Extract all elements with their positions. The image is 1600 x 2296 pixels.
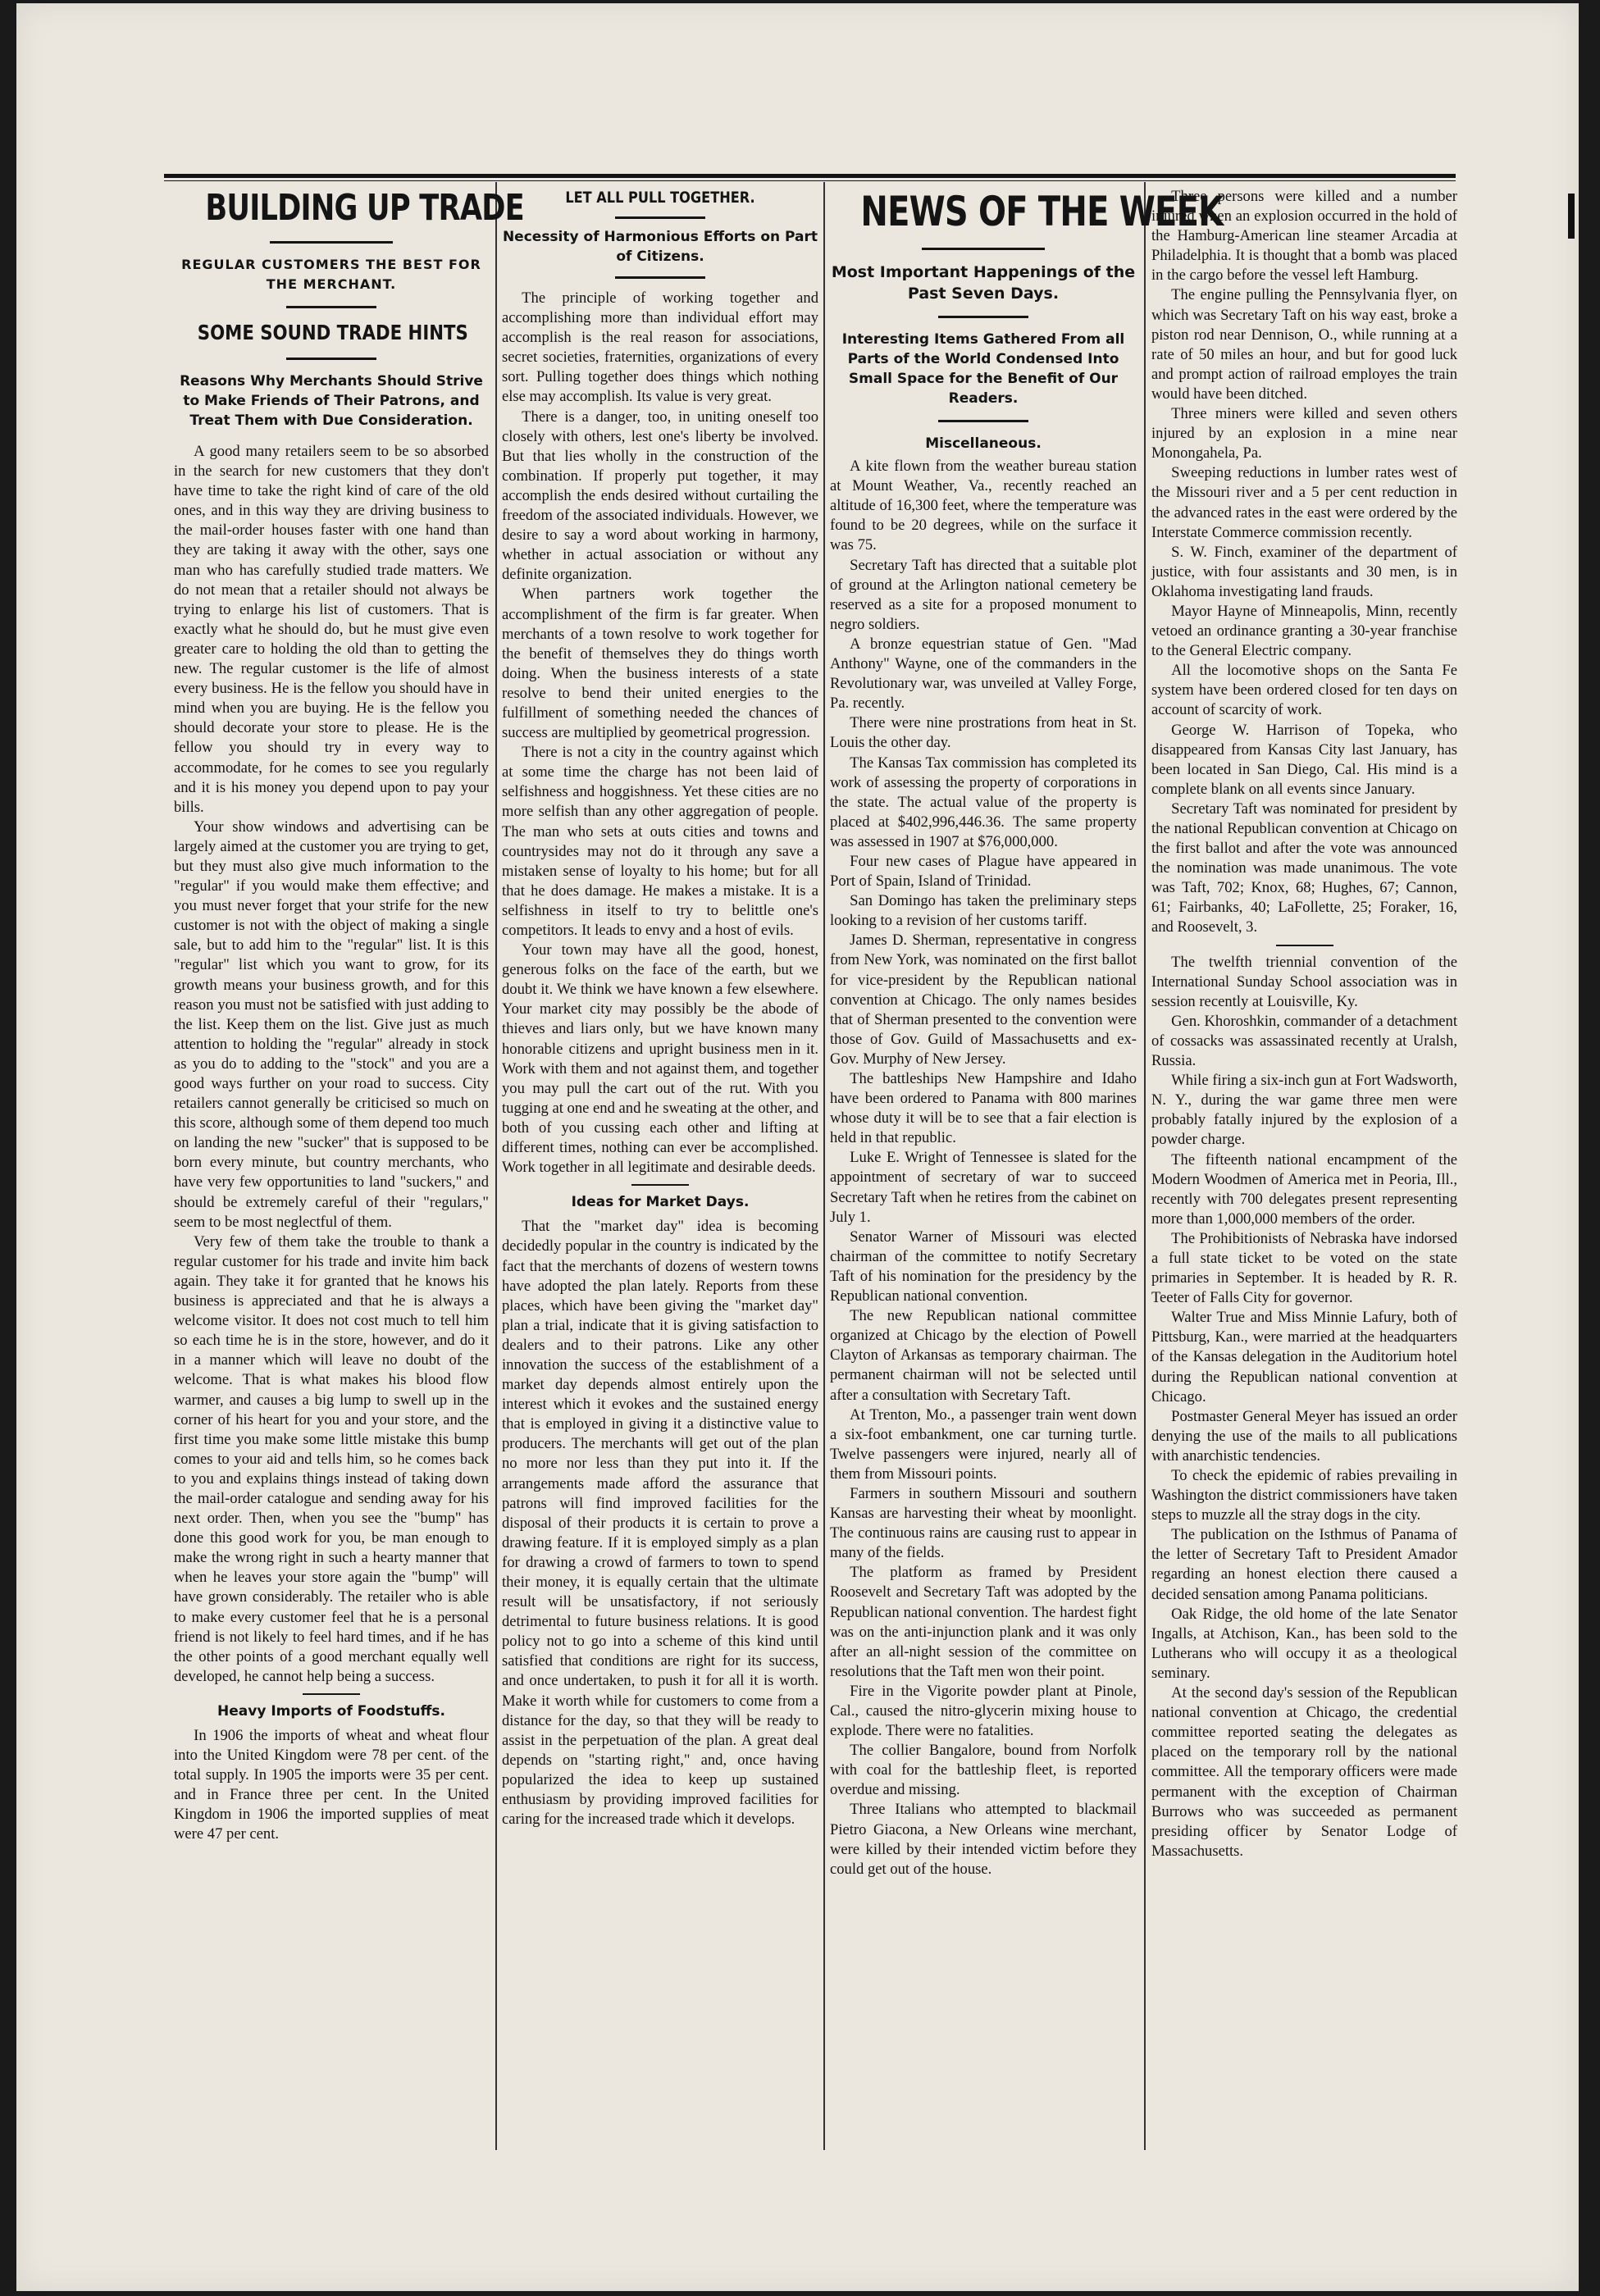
column-rule: [1144, 182, 1146, 2150]
headline-building-up-trade: BUILDING UP TRADE: [205, 187, 524, 229]
section-divider: [1276, 945, 1333, 946]
news-item: Oak Ridge, the old home of the late Senator Ingalls, at Atchison, Kan., has been sold to the Lutherans who will occupy it as a theological seminary.: [1151, 1605, 1457, 1682]
article-paragraph: In 1906 the imports of wheat and wheat flour into the United Kingdom were 78 per cent. of the total supply. In 1905 the imports were 35 per cent. and in France three per cent. In the United Kingdom in 1906 the imported supplies of meat were 47 per cent.: [174, 1727, 489, 1843]
news-item: Three miners were killed and seven others injured by an explosion in a mine near Monongahela, Pa.: [1151, 405, 1457, 462]
headline-divider: [922, 248, 1045, 250]
news-item: The collier Bangalore, bound from Norfolk with coal for the battleship fleet, is reported overdue and missing.: [830, 1742, 1137, 1799]
article-paragraph: There is not a city in the country against which at some time the charge has not been laid of selfishness and hoggishness. Yet these cities are no more selfish than any other aggregation of people. The man who sets at outs cities and towns and countrysides may not do it through any save a mistaken sense of loyalty to his home; but for all that he does damage. He makes a mistake. It is a selfishness in itself to try to belittle one's competitors. It leads to envy and a host of evils.: [502, 744, 818, 939]
article-paragraph: Your show windows and advertising can be largely aimed at the customer you are trying to get, but they must also give much information to the "regular" if you would make them effective; and you must never forget that your strife for the new customer is not with the object of making a single sale, but to add him to the "regular" list. It is this "regular" list which you want to grow, for its growth means your business growth, and for this reason you must not be satisfied with just adding to the list. Keep them on the list. Give just as much attention to holding the "regular" already in stock as you do to adding to the "stock" and you are a good ways further on your road to success. City retailers cannot generally be criticised so much on this score, although some of them depend too much on landing the new "sucker" that is supposed to be born every minute, but country merchants, who have very few opportunities to land "suckers," and should be extremely careful of their "regulars," seem to be most neglectful of them.: [174, 818, 489, 1231]
headline-divider: [270, 241, 393, 244]
news-item: Sweeping reductions in lumber rates west of the Missouri river and a 5 per cent reduction in the advanced rates in the east were ordered by the Interstate Commerce commission recently.: [1151, 464, 1457, 541]
deck-divider: [938, 316, 1028, 318]
section-miscellaneous: Miscellaneous.: [925, 435, 1042, 452]
news-item: The Kansas Tax commission has completed its work of assessing the property of corporations in the state. The actual value of the property is placed at $402,996,446.36. The same property was assessed in 1907 at $76,000,000.: [830, 754, 1137, 850]
news-item: The publication on the Isthmus of Panama of the letter of Secretary Taft to President Amador regarding an honest election there caused a decided sensation among Panama politicians.: [1151, 1526, 1457, 1603]
column-building-up-trade: [174, 187, 524, 2139]
article-paragraph: A good many retailers seem to be so absorbed in the search for new customers that they don't have time to take the right kind of care of the old ones, and in this way they are driving business to the mail-order houses faster with one hand than they are taking it away with the other, says one man who has carefully studied trade matters. We do not mean that a retailer should not always be trying to enlarge his list of customers. That is exactly what he should do, but he must give even greater care to holding the old than to getting the new. The regular customer is the life of almost every business. He is the fellow you should have in mind when you are buying. He is the fellow you should decorate your store to please. He is the fellow you should try in every way to accommodate, for he comes to see you regularly and it is his money you depend upon to pay your bills.: [174, 443, 489, 816]
news-item: Four new cases of Plague have appeared in Port of Spain, Island of Trinidad.: [830, 852, 1137, 891]
deck-divider: [938, 420, 1028, 422]
news-item: George W. Harrison of Topeka, who disappeared from Kansas City last January, has been located in San Diego, Cal. His mind is a complete blank on all events since January.: [1151, 721, 1457, 798]
news-item: Three Italians who attempted to blackmail Pietro Giacona, a New Orleans wine merchant, were killed by their intended victim before they could get out of the house.: [830, 1801, 1137, 1878]
news-item: Senator Warner of Missouri was elected chairman of the committee to notify Secretary Taft of his nomination for the presidency by the Republican national convention.: [830, 1228, 1137, 1305]
column-news-of-the-week: [830, 187, 1224, 2139]
news-item: To check the epidemic of rabies prevailing in Washington the district commissioners have taken steps to muzzle all the stray dogs in the city.: [1151, 1467, 1457, 1524]
news-item: Luke E. Wright of Tennessee is slated for the appointment of secretary of war to succeed Secretary Taft when he retires from the cabinet on July 1.: [830, 1149, 1137, 1226]
article-paragraph: There is a danger, too, in uniting oneself too closely with others, lest one's liberty be involved. But that lies wholly in the construction of the combination. If properly put together, it may accomplish the ends desired without curtailing the freedom of the associated individuals. However, we desire to say a word about working in harmony, whether in actual association or without any definite organization.: [502, 408, 818, 584]
news-item: San Domingo has taken the preliminary steps looking to a revision of her customs tariff.: [830, 892, 1137, 930]
top-rule: [164, 174, 1456, 181]
subheading-market-days: Ideas for Market Days.: [571, 1194, 750, 1211]
article-paragraph: That the "market day" idea is becoming decidedly popular in the country is indicated by the fact that the merchants of dozens of western towns have adopted the plan lately. Reports from these places, which have been giving the "market day" plan a trial, indicate that it is giving satisfaction to dealers and to their patrons. Like any other innovation the success of the establishment of a market day depends almost entirely upon the interest which it evokes and the sustained energy that is employed in giving it a distinctive value to producers. The merchants will get out of the plan no more nor less than they put into it. If the arrangements made afford the assurance that patrons will find improved facilities for the disposal of their products it is certain to prove a drawing feature. If it is employed simply as a plan for drawing a crowd of farmers to town to spend their money, it is equally certain that the ultimate result will be unsatisfactory, if not seriously detrimental to future business relations. It is good policy not to go into a scheme of this kind until satisfied that conditions are right for its success, and once undertaken, to push it for all it is worth. Make it worth while for customers to come from a distance for the day, so that they will be ready to assist in the perpetuation of the plan. A great deal depends on "starting right," and, once having popularized the idea to keep up sustained enthusiasm by providing improved facilities for caring for the increased trade which it develops.: [502, 1218, 818, 1829]
news-item: A kite flown from the weather bureau station at Mount Weather, Va., recently reached an altitude of 16,300 feet, where the temperature was found to be 20 degrees, while on the surface it was 75.: [830, 458, 1137, 554]
deck-divider: [615, 276, 705, 279]
article-paragraph: Very few of them take the trouble to thank a regular customer for his trade and invite him back again. They take it for granted that he knows his business is appreciated and that he is always a welcome visitor. It does not cost much to tell him so each time he is in the store, however, and do it in a manner which will leave no doubt of the welcome. That is what makes his blood flow warmer, and causes a big lump to swell up in the corner of his heart for you and your store, and the first time you make some little mistake this bump comes to your aid and tells him, so he comes back to you and explains things instead of taking down the mail-order catalogue and sending away for his next order. Then, when you see the "bump" has done this good work for you, be man enough to make the wrong right in such a hearty manner that when he leaves your store again the "bump" will have grown considerably. The retailer who is able to make every customer feel that he is a personal friend is not likely to feel hard times, and if he has the other points of a good merchant equally well developed, he cannot help being a success.: [174, 1232, 489, 1685]
deck-important-happenings: Most Important Happenings of the Past Seven Days.: [831, 263, 1136, 303]
news-item: Gen. Khoroshkin, commander of a detachment of cossacks was assassinated recently at Uralsh, Russia.: [1151, 1012, 1457, 1070]
deck-harmonious-efforts: Necessity of Harmonious Efforts on Part of Citizens.: [502, 229, 818, 265]
page-edge-mark: [1568, 194, 1575, 239]
news-item: All the locomotive shops on the Santa Fe system have been ordered closed for ten days on account of scarcity of work.: [1151, 662, 1457, 719]
news-item: The battleships New Hampshire and Idaho have been ordered to Panama with 800 marines whose duty it will be to see that a fair election is held in that republic.: [830, 1070, 1137, 1147]
news-item: The fifteenth national encampment of the Modern Woodmen of America met in Peoria, Ill., recently with 700 delegates present representing more than 1,000,000 members of the order.: [1151, 1150, 1457, 1228]
news-item: While firing a six-inch gun at Fort Wadsworth, N. Y., during the war game three men were probably fatally injured by the explosion of a powder charge.: [1151, 1072, 1457, 1149]
news-item: Farmers in southern Missouri and southern Kansas are harvesting their wheat by moonlight. The continuous rains are causing rust to appear in many of the fields.: [830, 1484, 1137, 1562]
news-item: Three persons were killed and a number injured when an explosion occurred in the hold of the Hamburg-American line steamer Arcadia at Philadelphia. It is thought that a bomb was placed in the cargo before the vessel left Hamburg.: [1151, 188, 1457, 285]
headline-sound-trade-hints: SOME SOUND TRADE HINTS: [197, 321, 468, 344]
column-let-all-pull-together: [502, 187, 818, 2139]
section-divider: [303, 1693, 360, 1695]
news-item: There were nine prostrations from heat in St. Louis the other day.: [830, 714, 1137, 752]
deck-interesting-items: Interesting Items Gathered From all Parts of the World Condensed Into Small Space for the Benefit of Our Readers.: [841, 331, 1125, 407]
news-item: Walter True and Miss Minnie Lafury, both of Pittsburg, Kan., were married at the headquarters of the Kansas delegation in the Auditorium hotel during the Republican national convention at Chicago.: [1151, 1309, 1457, 1405]
deck-divider: [286, 358, 376, 360]
article-paragraph: When partners work together the accomplishment of the firm is far greater. When merchants of a town resolve to work together for the benefit of themselves they do things worth doing. When the business interests of a state resolve to bend their united energies to the fulfillment of something needed the chances of success are multiplied by geometrical progression.: [502, 585, 818, 742]
news-item: Secretary Taft has directed that a suitable plot of ground at the Arlington national cemetery be reserved as a site for a proposed monument to negro soldiers.: [830, 556, 1137, 633]
deck-reasons: Reasons Why Merchants Should Strive to Make Friends of Their Patrons, and Treat Them with Due Consideration.: [180, 373, 483, 429]
news-item: Postmaster General Meyer has issued an order denying the use of the mails to all publications with anarchistic tendencies.: [1151, 1407, 1457, 1465]
section-divider: [631, 1184, 689, 1186]
deck-regular-customers: REGULAR CUSTOMERS THE BEST FOR THE MERCHANT.: [181, 257, 481, 292]
news-item: Mayor Hayne of Minneapolis, Minn, recently vetoed an ordinance granting a 30-year franchise to the General Electric company.: [1151, 602, 1457, 660]
news-item: At Trenton, Mo., a passenger train went down a six-foot embankment, one car turning turtle. Twelve passengers were injured, nearly all of them from Missouri points.: [830, 1405, 1137, 1483]
headline-let-all-pull-together: LET ALL PULL TOGETHER.: [565, 189, 755, 207]
news-item: S. W. Finch, examiner of the department of justice, with four assistants and 30 men, is in Oklahoma investigating land frauds.: [1151, 543, 1457, 600]
news-item: At the second day's session of the Republican national convention at Chicago, the credential committee reported seating the delegates as placed on the temporary roll by the national committee. All the temporary officers were made permanent with the exception of Chairman Burrows who was succeeded as permanent presiding officer by Senator Lodge of Massachusetts.: [1151, 1684, 1457, 1860]
news-item: Secretary Taft was nominated for president by the national Republican convention at Chicago on the first ballot and after the vote was announced the nomination was made unanimous. The vote was Taft, 702; Knox, 68; Hughes, 67; Cannon, 61; Fairbanks, 40; LaFollette, 25; Foraker, 16, and Roosevelt, 3.: [1151, 800, 1457, 936]
article-paragraph: The principle of working together and accomplishing more than individual effort may accomplish is the real reason for associations, secret societies, fraternities, organizations of every sort. Pulling together does things which nothing else may accomplish. Its value is very great.: [502, 289, 818, 406]
news-item: The new Republican national committee organized at Chicago by the election of Powell Clayton of Arkansas as temporary chairman. The permanent chairman will not be selected until after a consultation with Secretary Taft.: [830, 1307, 1137, 1404]
news-item: The engine pulling the Pennsylvania flyer, on which was Secretary Taft on his way east, broke a piston rod near Dennison, O., while running at a rate of 50 miles an hour, and but for good luck and prompt action of railroad employes the train would have been ditched.: [1151, 286, 1457, 403]
column-rule: [495, 182, 497, 2150]
column-rule: [823, 182, 825, 2150]
news-item: The platform as framed by President Roosevelt and Secretary Taft was adopted by the Republican national convention. The hardest fight was on the anti-injunction plank and it was only after an all-night session of the committee on resolutions that the Taft men won their point.: [830, 1564, 1137, 1680]
subheading-imports: Heavy Imports of Foodstuffs.: [217, 1702, 445, 1720]
column-news-continued: [1151, 187, 1457, 2139]
deck-divider: [286, 306, 376, 308]
article-paragraph: Your town may have all the good, honest, generous folks on the face of the earth, but we doubt it. We think we have known a few elsewhere. Your market city may possibly be the abode of thieves and liars only, but we have known many honorable citizens and upright business men in it. Work with them and not against them, and together you may pull the cart out of the rut. With you tugging at one end and he sweating at the other, and both of you cussing each other and lifting at different times, nothing can ever be accomplished. Work together in all legitimate and desirable deeds.: [502, 941, 818, 1177]
news-item: A bronze equestrian statue of Gen. "Mad Anthony" Wayne, one of the commanders in the Revolutionary war, was unveiled at Valley Forge, Pa. recently.: [830, 635, 1137, 713]
headline-news-of-the-week: NEWS OF THE WEEK: [860, 188, 1224, 235]
headline-divider: [615, 216, 705, 219]
news-item: James D. Sherman, representative in congress from New York, was nominated on the first ballot for vice-president by the Republican national convention at Chicago. The only names besides that of Sherman presented to the convention were those of Gov. Guild of Massachusetts and ex-Gov. Murphy of New Jersey.: [830, 932, 1137, 1068]
news-item: The twelfth triennial convention of the International Sunday School association was in session recently at Louisville, Ky.: [1151, 953, 1457, 1010]
news-item: Fire in the Vigorite powder plant at Pinole, Cal., caused the nitro-glycerin mixing house to explode. There were no fatalities.: [830, 1682, 1137, 1740]
news-item: The Prohibitionists of Nebraska have indorsed a full state ticket to be voted on the state primaries in September. It is headed by R. R. Teeter of Falls City for governor.: [1151, 1229, 1457, 1307]
